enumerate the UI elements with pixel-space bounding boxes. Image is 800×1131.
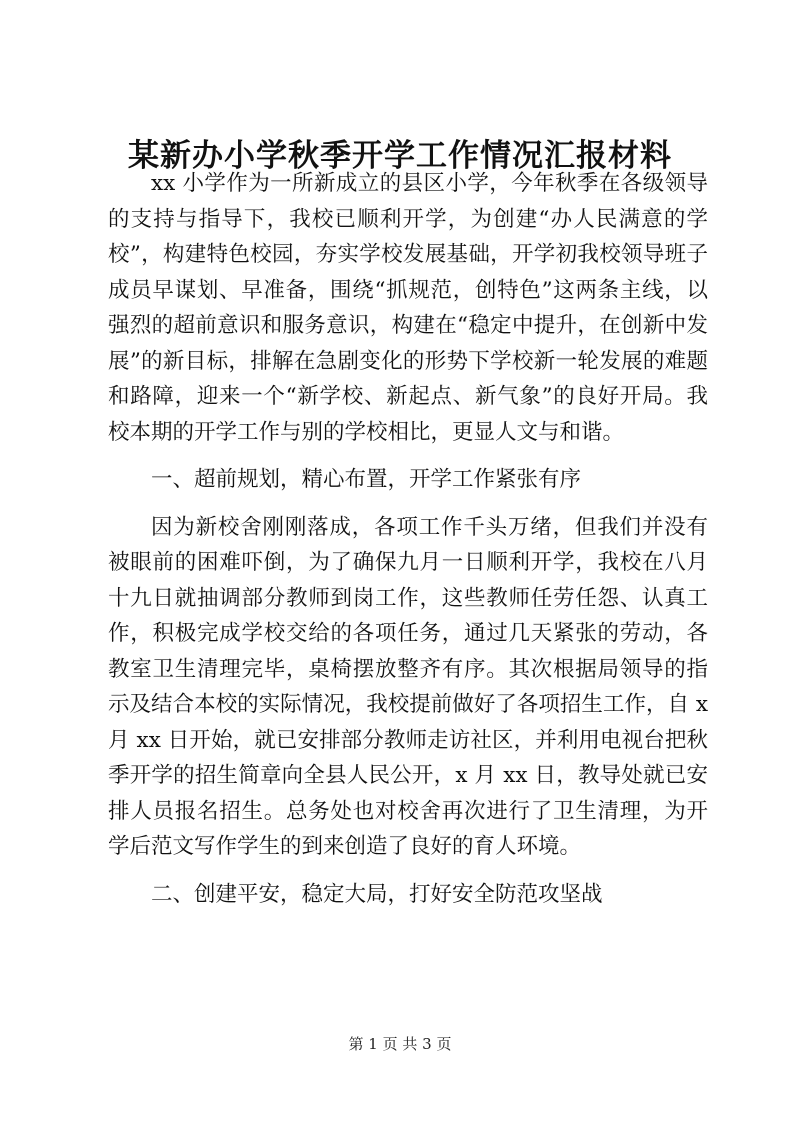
section-1-paragraph: 因为新校舍刚刚落成，各项工作千头万绪，但我们并没有被眼前的困难吓倒，为了确保九月一日顺利开学，我校在八月十九日就抽调部分教师到岗工作，这些教师任劳任怨、认真工作，积极完成学校交给的各项任务，通过几天紧张的劳动，各教室卫生清理完毕，桌椅摆放整齐有序。其次根据局领导的指示及结合本校的实际情况，我校提前做好了各项招生工作，自 x 月 xx 日开始，就已安排部分教师走访社区，并利用电视台把秋季开学的招生简章向全县人民公开，x 月 xx 日，教导处就已安排人员报名招生。总务处也对校舍再次进行了卫生清理，为开学后范文写作学生的到来创造了良好的育人环境。 [108, 514, 708, 859]
spacer [108, 450, 708, 462]
section-heading-2: 二、创建平安，稳定大局，打好安全防范攻坚战 [151, 881, 603, 907]
spacer [108, 865, 708, 877]
spacer [108, 498, 708, 510]
section-heading-1: 一、超前规划，精心布置，开学工作紧张有序 [151, 467, 582, 492]
document-body [108, 166, 708, 912]
page-footer: 第 1 页 共 3 页 [348, 1035, 452, 1053]
document-title: 某新办小学秋季开学工作情况汇报材料 [128, 138, 672, 174]
intro-paragraph: xx 小学作为一所新成立的县区小学，今年秋季在各级领导的支持与指导下，我校已顺利开学，为创建“办人民满意的学校”，构建特色校园，夯实学校发展基础，开学初我校领导班子成员早谋划、早准备，围绕“抓规范，创特色”这两条主线，以强烈的超前意识和服务意识，构建在“稳定中提升，在创新中发展”的新目标，排解在急剧变化的形势下学校新一轮发展的难题和路障，迎来一个“新学校、新起点、新气象”的良好开局。我校本期的开学工作与别的学校相比，更显人文与和谐。 [108, 171, 708, 445]
